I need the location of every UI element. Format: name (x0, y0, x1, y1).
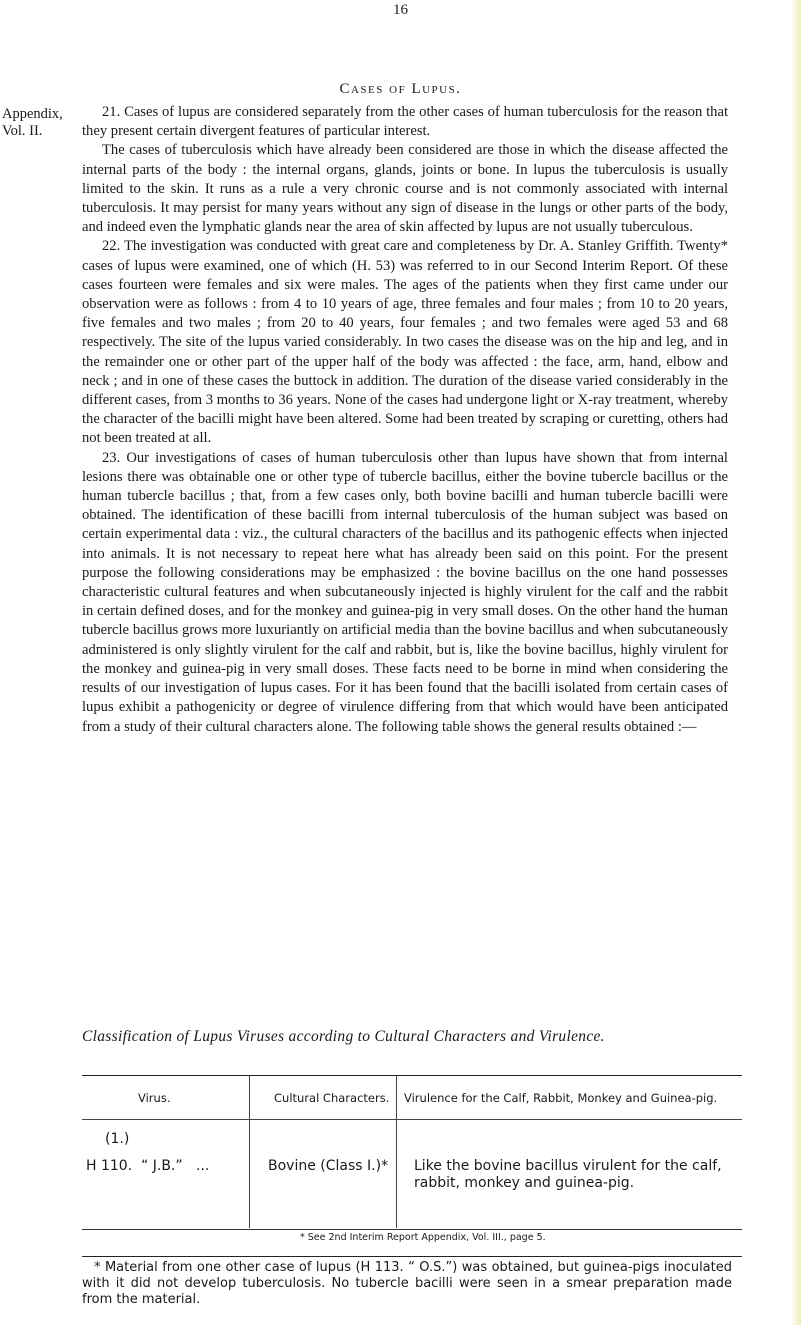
table-rule-head (82, 1119, 742, 1120)
footnote: * Material from one other case of lupus (H 113. “ O.S.”) was obtained, but guinea-pigs inoculated with it did not develop tuberculosis. No tubercle bacilli were seen in a smear preparation made from the material. (82, 1260, 732, 1307)
paragraph-internal-cases: The cases of tuberculosis which have already been considered are those in which the disease affected the internal parts of the body : the internal organs, glands, joints or bone. In lupus the tuberculosis is usually limited to the skin. It runs as a rule a very chronic course and is not commonly associated with internal tuberculosis. It may persist for many years without any sign of disease in the lungs or other parts of the body, and indeed even the lymphatic glands near the area of skin affected by lupus are not usually tuberculous. (82, 142, 728, 236)
margin-note (2, 106, 72, 140)
body-text (82, 103, 728, 737)
paragraph-23: 23. Our investigations of cases of human tuberculosis other than lupus have shown that from internal lesions there was obtainable one or other type of tubercle bacillus, either the bovine tubercle bacillus or the human tubercle bacillus ; that, from a few cases only, both bovine bacilli and human tubercle bacilli were obtained. The identification of these bacilli from internal tuberculosis of the human subject was based on certain experimental data : viz., the cultural characters of the bacillus and its pathogenic effects when injected into animals. It is not necessary to repeat here what has already been said on this point. For the present purpose the following considerations may be emphasized : the bovine bacillus on the one hand possesses characteristic cultural features and when subcutaneously injected is highly virulent for the calf and the rabbit in certain defined doses, and for the monkey and guinea-pig in very small doses. On the other hand the human tubercle bacillus grows more luxuriantly on artificial media than the bovine bacillus and when subcutaneously administered is only slightly virulent for the calf and rabbit, but is, like the bovine bacillus, highly virulent for the monkey and guinea-pig in very small doses. These facts need to be borne in mind when considering the results of our investigation of lupus cases. For it has been found that the bacilli isolated from certain cases of lupus exhibit a pathogenicity or degree of virulence differing from that which would have been anticipated from a study of their cultural characters alone. The following table shows the general results obtained :— (82, 449, 728, 735)
paragraph-22: 22. The investigation was conducted with great care and completeness by Dr. A. Stanley Griffith. Twenty* cases of lupus were examined, one of which (H. 53) was referred to in our Second Interim Report. Of these cases fourteen were females and six were males. The ages of the patients when they first came under our observation were as follows : from 4 to 10 years of age, three females and four males ; from 10 to 20 years, five females and two males ; from 20 to 40 years, four females ; and two females were aged 53 and 68 respectively. The site of the lupus varied considerably. In two cases the disease was on the hip and leg, and in the remainder one or other part of the upper half of the body was affected : the face, arm, hand, elbow and neck ; and in one of these cases the buttock in addition. The duration of the disease varied considerably in the different cases, from 3 months to 36 years. None of the cases had undergone light or X-ray treatment, whereby the character of the bacilli might have been altered. Some had been treated by scraping or curetting, others had not been treated at all. (82, 238, 728, 447)
table-header-virulence: Virulence for the Calf, Rabbit, Monkey and Guinea-pig. (404, 1091, 718, 1105)
table-header-cultural: Cultural Characters. (274, 1091, 390, 1105)
table-title: Classification of Lupus Viruses according to Cultural Characters and Virulence. (82, 1028, 605, 1045)
table-group-label: (1.) (105, 1131, 130, 1147)
page-edge-shadow (791, 0, 801, 1325)
running-head: Cases of Lupus. (339, 81, 462, 97)
table-cell-cultural: Bovine (Class I.)* (268, 1158, 389, 1174)
table-rule-top (82, 1075, 742, 1076)
table-rule-bottom (82, 1229, 742, 1230)
table-note: * See 2nd Interim Report Appendix, Vol. III., page 5. (300, 1232, 546, 1243)
page-number: 16 (393, 2, 408, 18)
table-cell-virus: H 110. “ J.B.” ... (86, 1158, 210, 1174)
table-column-divider-1 (249, 1076, 250, 1228)
margin-note-line-1: Appendix, (2, 106, 63, 122)
table-column-divider-2 (396, 1076, 397, 1228)
footnote-rule (82, 1256, 742, 1257)
paragraph-21: 21. Cases of lupus are considered separately from the other cases of human tuberculosis for the reason that they present certain divergent features of particular interest. (82, 104, 728, 140)
margin-note-line-2: Vol. II. (2, 123, 43, 139)
table-cell-virulence: Like the bovine bacillus virulent for the calf, rabbit, monkey and guinea-pig. (414, 1158, 722, 1191)
table-header-virus: Virus. (138, 1091, 171, 1105)
